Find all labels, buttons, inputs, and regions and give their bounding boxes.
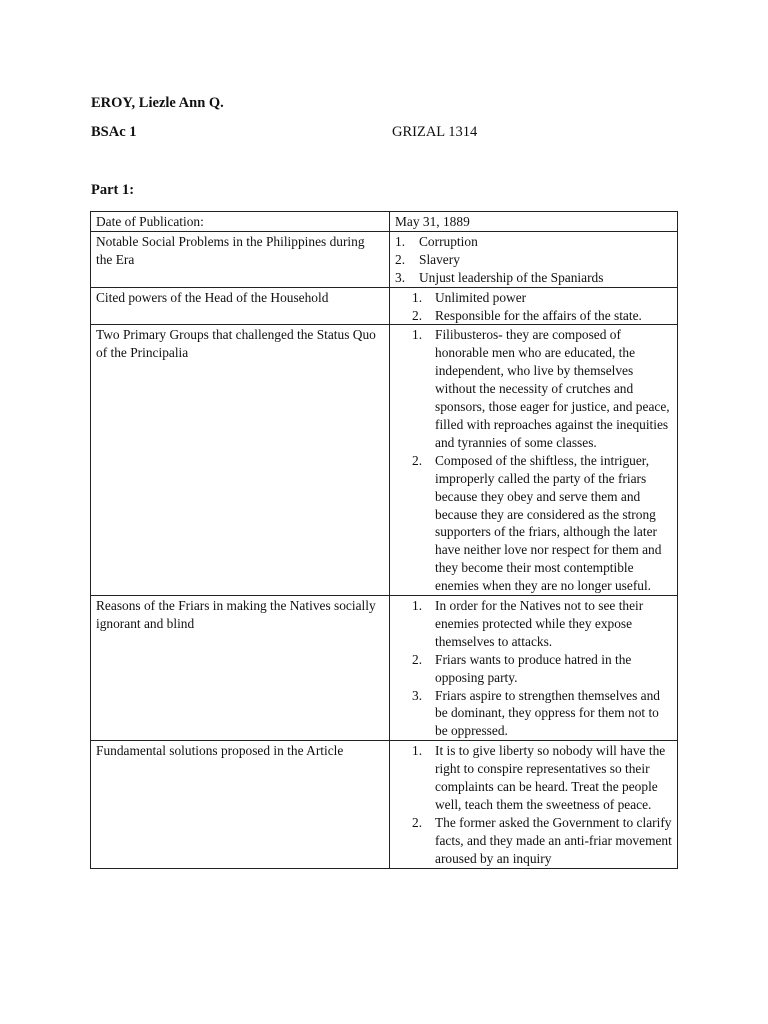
table-row [91,596,678,741]
part-heading: Part 1: [91,182,135,198]
list-number: 3. [395,269,406,285]
table-row [91,741,678,868]
row-label: Fundamental solutions proposed in the Article [91,741,390,868]
list-number: 2. [412,307,423,323]
list-text: It is to give liberty so nobody will have the right to conspire representatives so their complaints can be heard. Treat the people well, teach them the sweetness of peace. [435,743,666,812]
table-row [91,231,678,287]
numbered-list [395,597,672,740]
numbered-list [395,326,672,595]
answer-table [90,211,678,869]
row-list-cell [390,231,678,287]
list-number: 2. [395,251,406,267]
list-item [395,326,672,451]
list-text: Unlimited power [435,289,527,305]
list-item [395,814,672,868]
list-text: Unjust leadership of the Spaniards [419,269,604,285]
list-text: Responsible for the affairs of the state. [435,307,642,323]
course-label: BSAc 1 [91,124,137,140]
list-item [395,597,672,651]
row-label: Reasons of the Friars in making the Natives socially ignorant and blind [91,596,390,741]
list-text: The former asked the Government to clarify facts, and they made an anti-friar movement aroused by an inquiry [435,814,672,866]
list-text: Friars aspire to strengthen themselves and be dominant, they oppress for them not to be oppressed. [435,687,660,739]
row-list-cell [390,325,678,596]
list-number: 1. [412,327,423,343]
table-row [91,212,678,232]
list-number: 3. [412,687,423,703]
list-number: 1. [412,598,423,614]
row-value: May 31, 1889 [390,212,678,232]
list-item [395,687,672,741]
numbered-list [395,289,672,325]
list-text: Composed of the shiftless, the intriguer, improperly called the party of the friars because they obey and serve them and because they are considered as the strong supporters of the friars, although the later have neither love nor respect for them and they become their most contemptible enemies when they are no longer useful. [435,452,662,594]
list-item [395,307,672,325]
list-text: Filibusteros- they are composed of honorable men who are educated, the independent, who live by themselves without the necessity of crutches and sponsors, those eager for justice, and peace, filled with reproaches against the inequities and tyrannies of some classes. [435,327,670,450]
list-item [395,251,672,269]
list-number: 1. [412,289,423,305]
row-list-cell [390,741,678,868]
subject-code: GRIZAL 1314 [392,124,478,140]
list-text: Corruption [419,233,478,249]
student-name: EROY, Liezle Ann Q. [91,95,224,111]
list-number: 2. [412,814,423,830]
list-item [395,289,672,307]
list-number: 2. [412,452,423,468]
row-label: Two Primary Groups that challenged the Status Quo of the Principalia [91,325,390,596]
list-item [395,651,672,687]
list-number: 2. [412,651,423,667]
numbered-list [395,233,672,287]
list-number: 1. [395,233,406,249]
list-item [395,233,672,251]
list-item [395,269,672,287]
list-text: In order for the Natives not to see their enemies protected while they expose themselves to attacks. [435,598,644,649]
row-label: Cited powers of the Head of the Household [91,287,390,325]
list-text: Slavery [419,251,460,267]
list-item [395,742,672,814]
row-label: Notable Social Problems in the Philippines during the Era [91,231,390,287]
numbered-list [395,742,672,867]
row-list-cell [390,287,678,325]
list-text: Friars wants to produce hatred in the opposing party. [435,651,632,685]
list-item [395,452,672,595]
row-label: Date of Publication: [91,212,390,232]
table-row [91,325,678,596]
list-number: 1. [412,743,423,759]
row-list-cell [390,596,678,741]
table-row [91,287,678,325]
